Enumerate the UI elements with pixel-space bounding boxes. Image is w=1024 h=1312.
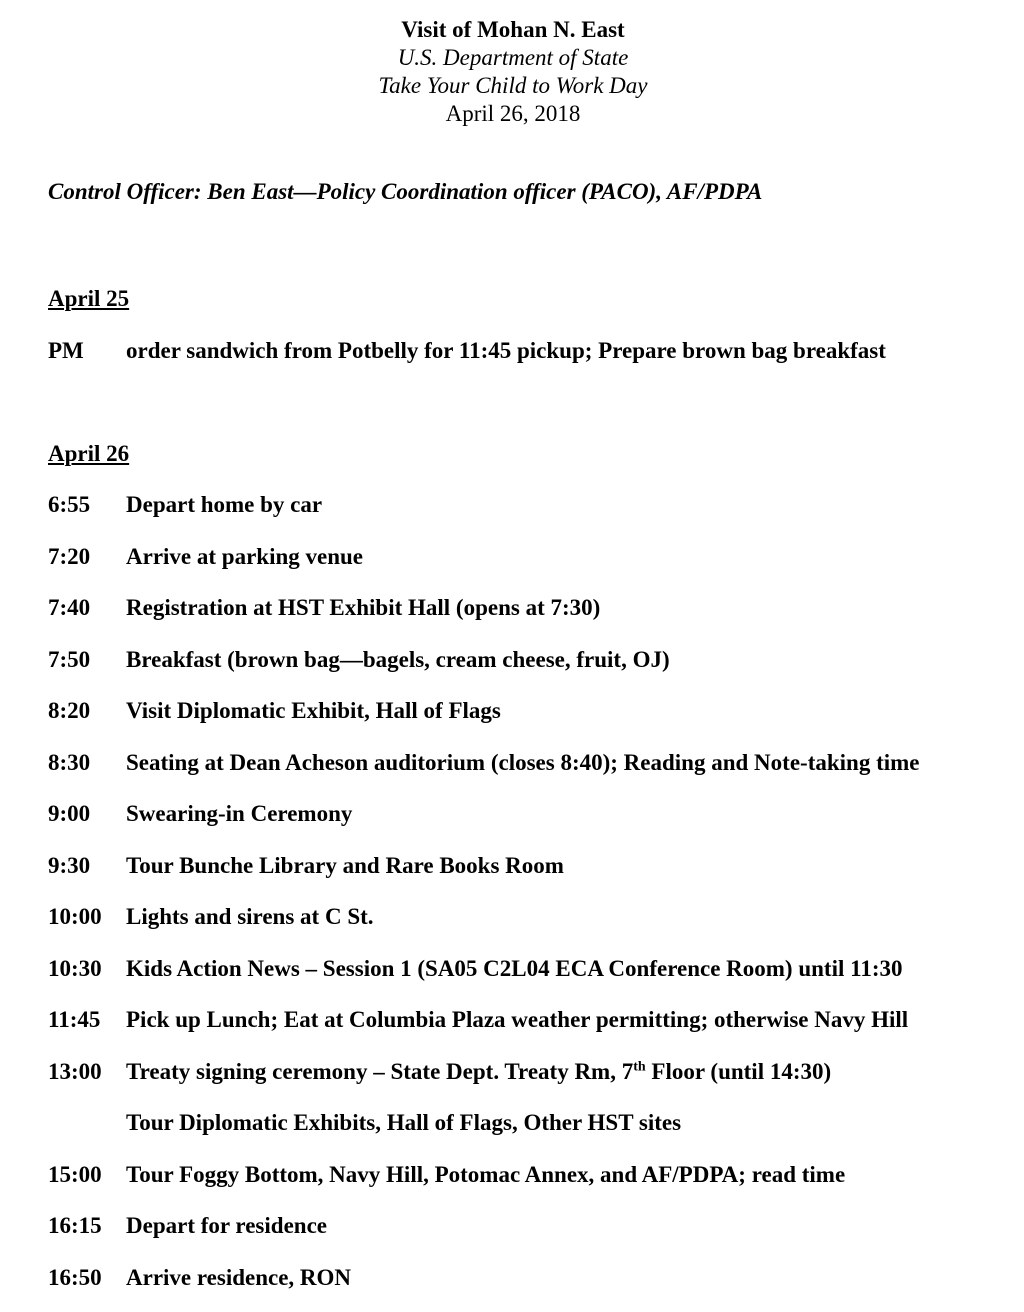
entry-time: 6:55 <box>48 492 91 517</box>
entry-activity: Depart for residence <box>126 1213 327 1238</box>
schedule-entry <box>48 800 978 828</box>
doc-subtitle-organization: U.S. Department of State <box>397 45 629 70</box>
entry-activity: Breakfast (brown bag—bagels, cream cheese, fruit, OJ) <box>126 646 670 672</box>
entry-activity: Depart home by car <box>126 492 323 517</box>
schedule-entry <box>48 1006 978 1034</box>
schedule-section <box>48 440 978 1292</box>
entry-activity: Seating at Dean Acheson auditorium (closes 8:40); Reading and Note-taking time <box>126 749 920 775</box>
entry-time: 7:20 <box>48 543 91 569</box>
entry-activity: Visit Diplomatic Exhibit, Hall of Flags <box>126 698 501 723</box>
entry-activity: Arrive at parking venue <box>126 543 364 569</box>
entry-time: 10:00 <box>48 904 102 929</box>
schedule-entry <box>48 1161 978 1189</box>
entry-time: 7:50 <box>48 646 91 672</box>
schedule-section <box>48 285 978 365</box>
schedule-entry <box>48 491 978 519</box>
entry-time: 9:00 <box>48 801 91 826</box>
control-officer-line: Control Officer: Ben East—Policy Coordination officer (PACO), AF/PDPA <box>48 179 763 204</box>
entry-activity: Arrive residence, RON <box>126 1264 352 1290</box>
day-entries <box>48 337 978 365</box>
schedule-entry <box>48 1264 978 1292</box>
entry-activity: Swearing-in Ceremony <box>126 801 353 826</box>
entry-time: 16:50 <box>48 1264 102 1290</box>
entry-activity: Registration at HST Exhibit Hall (opens at 7:30) <box>126 595 601 620</box>
entry-time: PM <box>48 337 84 363</box>
entry-activity: Pick up Lunch; Eat at Columbia Plaza weather permitting; otherwise Navy Hill <box>126 1007 909 1032</box>
schedule-entry <box>48 1212 978 1240</box>
schedule-entry <box>48 1058 978 1086</box>
entry-activity: Lights and sirens at C St. <box>126 904 374 929</box>
schedule-entry <box>48 543 978 571</box>
entry-activity: Treaty signing ceremony – State Dept. Treaty Rm, 7th Floor (until 14:30) <box>126 1058 832 1084</box>
schedule-entry <box>48 903 978 931</box>
day-entries <box>48 491 978 1292</box>
schedule-entry <box>48 594 978 622</box>
doc-header <box>48 16 978 128</box>
schedule-sections <box>48 285 978 1292</box>
schedule-entry <box>48 337 978 365</box>
day-heading: April 26 <box>48 440 130 466</box>
entry-time: 16:15 <box>48 1213 102 1238</box>
doc-title: Visit of Mohan N. East <box>401 17 625 42</box>
day-heading: April 25 <box>48 286 130 311</box>
schedule-entry <box>48 697 978 725</box>
doc-subtitle-event: Take Your Child to Work Day <box>378 73 648 98</box>
entry-time: 15:00 <box>48 1161 102 1187</box>
entry-activity: order sandwich from Potbelly for 11:45 pickup; Prepare brown bag breakfast <box>126 337 886 363</box>
schedule-entry <box>48 852 978 880</box>
schedule-entry <box>48 1109 978 1137</box>
entry-activity: Tour Bunche Library and Rare Books Room <box>126 852 564 878</box>
entry-activity: Kids Action News – Session 1 (SA05 C2L04 ECA Conference Room) until 11:30 <box>126 955 903 981</box>
schedule-entry <box>48 749 978 777</box>
entry-time: 11:45 <box>48 1007 101 1032</box>
entry-time: 9:30 <box>48 852 91 878</box>
entry-time: 13:00 <box>48 1058 102 1084</box>
schedule-entry <box>48 955 978 983</box>
doc-date: April 26, 2018 <box>445 101 581 126</box>
entry-time: 7:40 <box>48 595 91 620</box>
entry-activity: Tour Foggy Bottom, Navy Hill, Potomac Annex, and AF/PDPA; read time <box>126 1161 846 1187</box>
entry-time: 10:30 <box>48 955 102 981</box>
schedule-entry <box>48 646 978 674</box>
entry-activity: Tour Diplomatic Exhibits, Hall of Flags, Other HST sites <box>126 1110 682 1135</box>
entry-time: 8:30 <box>48 749 91 775</box>
entry-time: 8:20 <box>48 698 91 723</box>
